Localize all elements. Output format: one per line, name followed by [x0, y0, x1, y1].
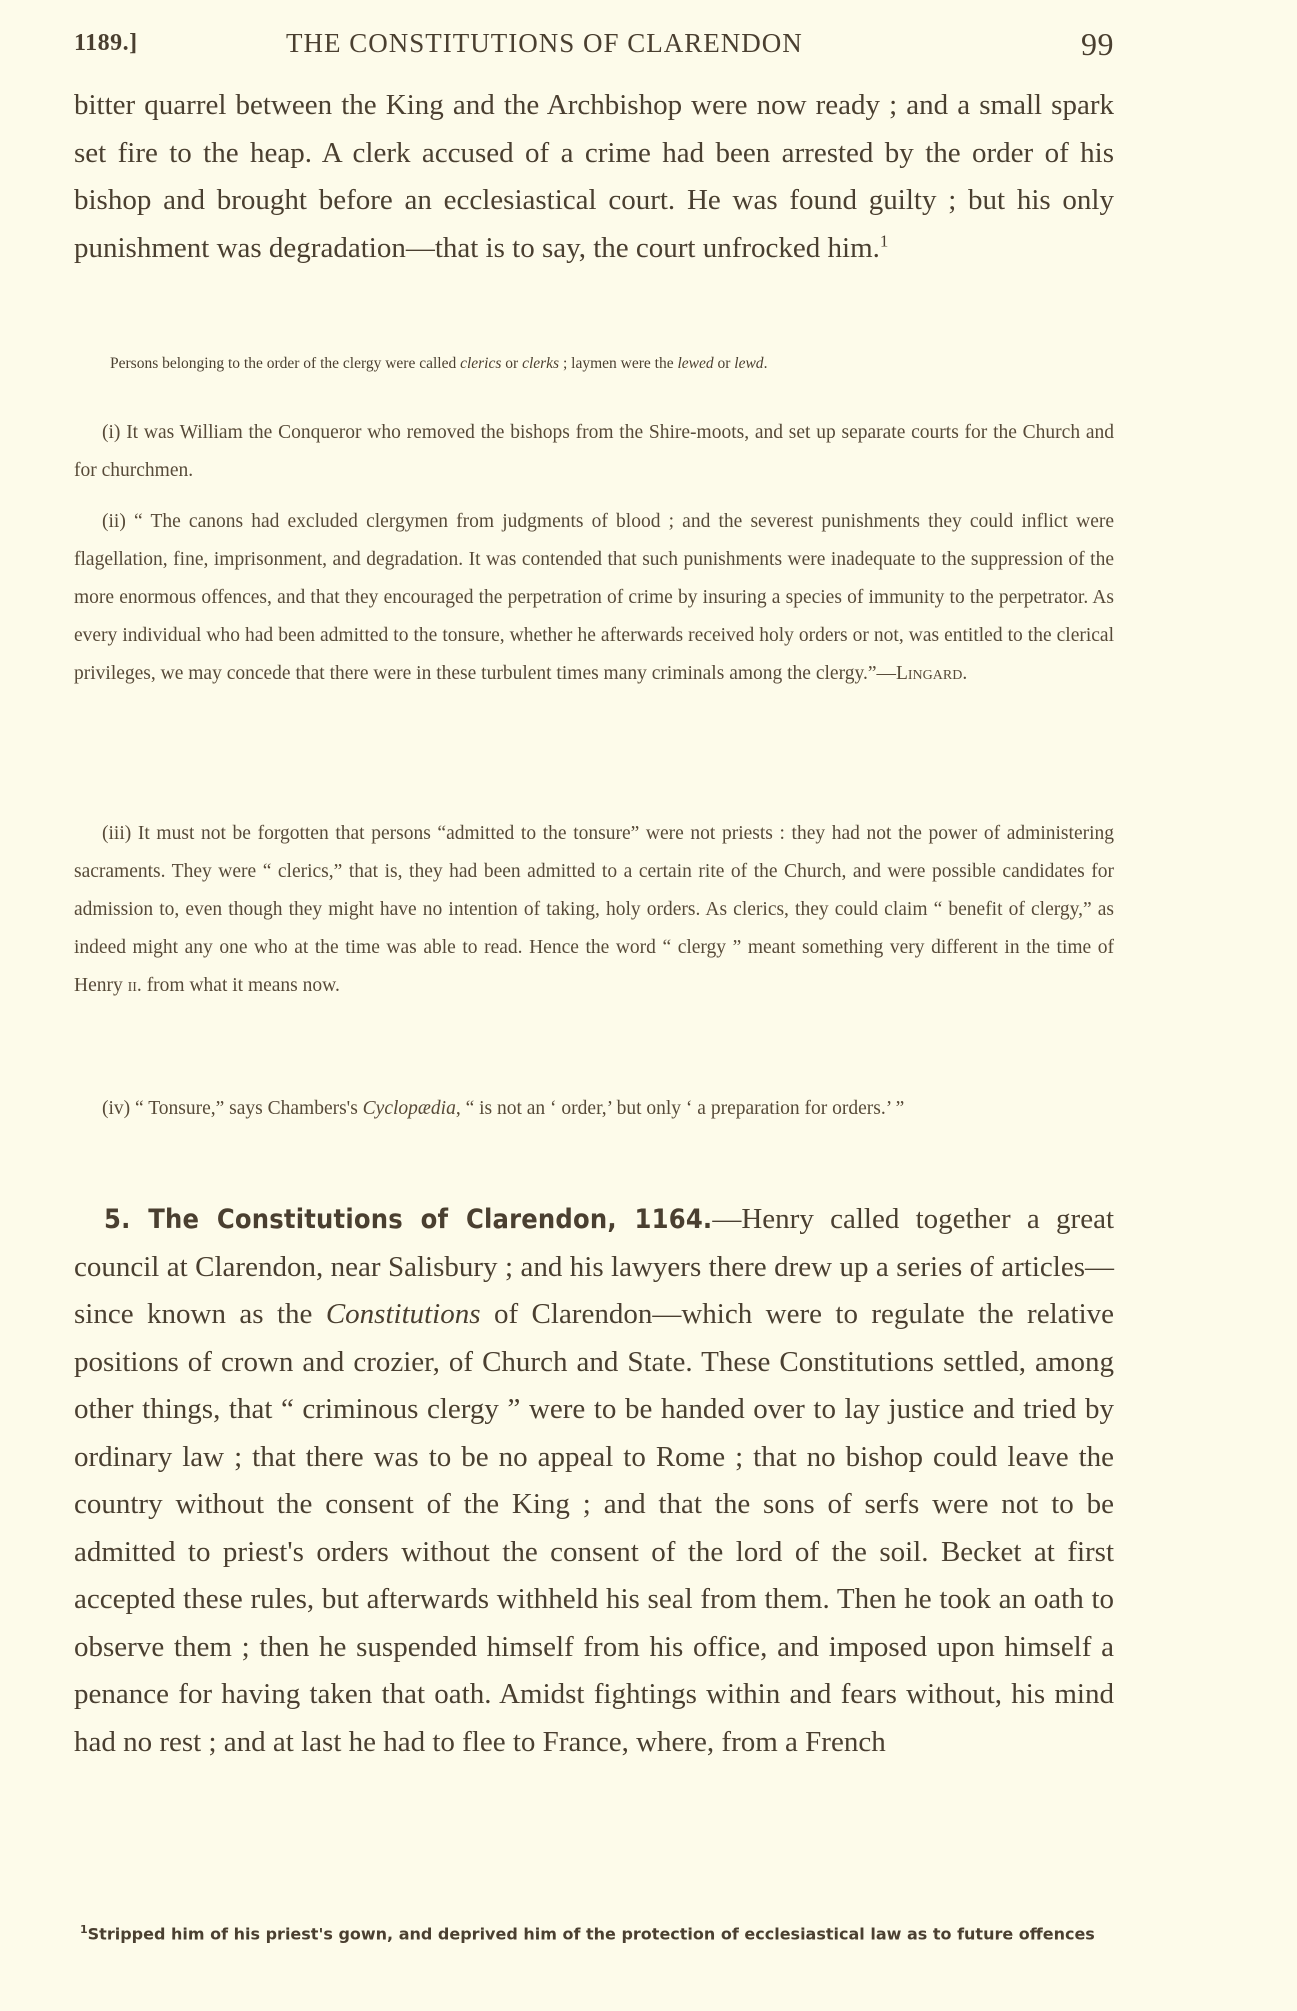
running-head-title: THE CONSTITUTIONS OF CLARENDON — [286, 28, 803, 58]
opening-paragraph-text: bitter quarrel between the King and the Archbishop were now ready ; and a small spark set fire to the heap. A clerk accused of a crime had been arrested by the order of his bishop and brought before an ecclesiastical court. He was found guilty ; but his only punishment was degradation—that is to say, the court unfrocked him. — [74, 89, 1114, 264]
definition-note — [110, 352, 1142, 375]
note-attribution: Lingard. — [895, 663, 968, 684]
section-5-paragraph — [74, 1196, 1114, 1766]
opening-paragraph — [74, 82, 1114, 272]
note-text: It was William the Conqueror who removed the bishops from the Shire-moots, and set up separate courts for the Church and for churchmen. — [74, 422, 1115, 481]
section-text: —Henry called together a great council at Clarendon, near Salisbury ; and his lawyers there drew up a series of articles—since known as the — [74, 1203, 1115, 1330]
note-iv — [74, 1090, 1114, 1128]
definition-text: ; laymen were the — [559, 355, 678, 372]
note-text: “ The canons had excluded clergymen from judgments of blood ; and the severest punishments they could inflict were flagellation, fine, imprisonment, and degradation. It was contended that such punishments were inadequate to the suppression of the more enormous offences, and that they encouraged the perpetration of crime by insuring a species of immunity to the perpetrator. As every individual who had been admitted to the tonsure, whether he afterwards received holy orders or not, was entitled to the clerical privileges, we may concede that there were in these turbulent times many criminals among the clergy.”— — [74, 511, 1114, 684]
page-number: 99 — [1081, 26, 1114, 62]
running-head-date: 1189.] — [74, 30, 138, 56]
note-label: (i) — [102, 422, 121, 443]
definition-text: or — [713, 355, 735, 372]
note-text: It must not be forgotten that persons “admitted to the tonsure” were not priests : they had not the power of administering sacraments. They were “ clerics,” that is, they had been admitted to a certain rite of the Church, and were possible candidates for admission to, even though they might have no intention of taking, holy orders. As clerics, they could claim “ benefit of clergy,” as indeed might any one who at the time was able to read. Hence the word “ clergy ” meant something very different in the time of Henry — [74, 823, 1115, 996]
note-text-end: from what it means now. — [141, 975, 340, 996]
footnote-marker: 1 — [80, 1923, 88, 1936]
note-i — [74, 414, 1114, 490]
note-ii — [74, 503, 1114, 693]
footnote — [74, 1918, 1114, 1946]
definition-text: Persons belonging to the order of the clergy were called — [110, 355, 461, 372]
regnal-number: ii. — [127, 975, 142, 996]
footnote-text: Stripped him of his priest's gown, and deprived him of the protection of ecclesiastical law as to future offences — [87, 1924, 1095, 1944]
work-title: Cyclopædia — [362, 1098, 456, 1119]
running-head — [74, 26, 1114, 66]
note-label: (iii) — [102, 823, 132, 844]
term-lewed: lewed — [677, 355, 714, 372]
constitutions-italic: Constitutions — [325, 1298, 481, 1330]
term-clerks: clerks — [522, 355, 560, 372]
note-text: “ Tonsure,” says Chambers's — [135, 1098, 363, 1119]
definition-text: . — [763, 355, 768, 372]
definition-text: or — [501, 355, 523, 372]
note-iii — [74, 815, 1114, 1005]
note-label: (iv) — [102, 1098, 131, 1119]
footnote-reference: 1 — [879, 230, 889, 250]
section-text: of Clarendon—which were to regulate the relative positions of crown and crozier, of Church and State. These Constitutions settled, among other things, that “ criminous clergy ” were to be handed over to lay justice and tried by ordinary law ; that there was to be no appeal to Rome ; that no bishop could leave the country without the consent of the King ; and that the sons of serfs were not to be admitted to priest's orders without the consent of the lord of the soil. Becket at first accepted these rules, but afterwards withheld his seal from them. Then he took an oath to observe them ; then he suspended himself from his office, and imposed upon himself a penance for having taken that oath. Amidst fightings within and fears without, his mind had no rest ; and at last he had to flee to France, where, from a French — [74, 1298, 1114, 1758]
note-label: (ii) — [102, 511, 126, 532]
term-lewd: lewd — [734, 355, 764, 372]
term-clerics: clerics — [460, 355, 502, 372]
section-heading: 5. The Constitutions of Clarendon, 1164. — [104, 1204, 713, 1235]
note-text: , “ is not an ‘ order,’ but only ‘ a preparation for orders.’ ” — [455, 1098, 905, 1119]
